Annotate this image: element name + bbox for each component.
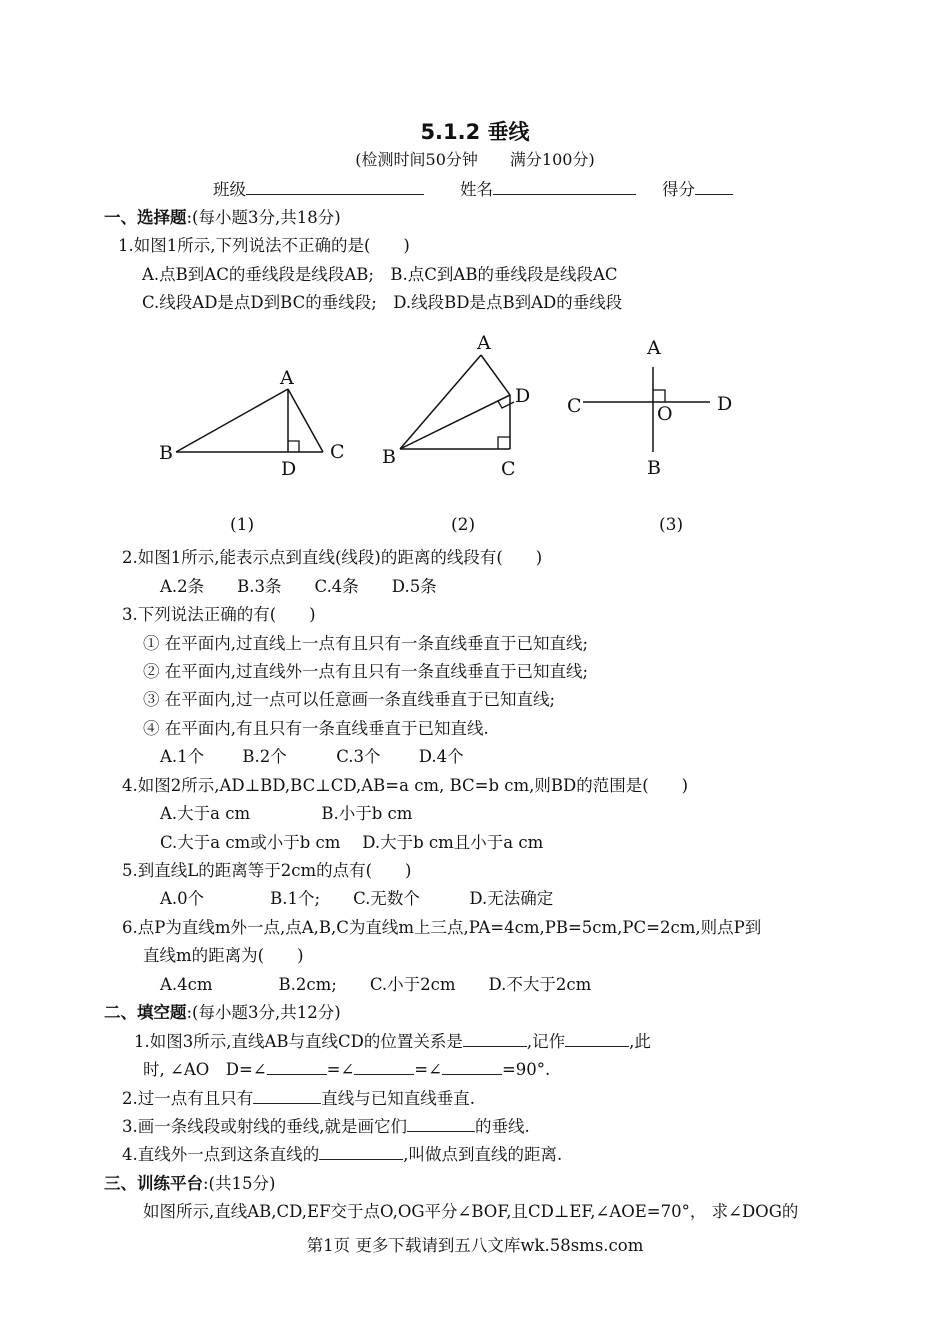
fig2-label-d: D xyxy=(515,385,531,407)
score-label: 得分 xyxy=(662,180,695,199)
q2-options: A.2条 B.3条 C.4条 D.5条 xyxy=(160,577,437,596)
section1-header xyxy=(104,204,341,228)
q3-options: A.1个 B.2个 C.3个 D.4个 xyxy=(160,747,464,766)
section2-header xyxy=(104,999,341,1023)
class-field xyxy=(213,176,424,200)
section3-problem: 如图所示,直线AB,CD,EF交于点O,OG平分∠BOF,且CD⊥EF,∠AOE=70°， 求∠DOG的 xyxy=(143,1202,799,1221)
fig2-label-c: C xyxy=(501,458,516,480)
figure-1 xyxy=(159,367,345,535)
f3-blank[interactable] xyxy=(407,1117,475,1132)
section1-note: :(每小题3分,共18分) xyxy=(186,208,341,227)
score-blank[interactable] xyxy=(695,180,733,195)
f1-text-f: =∠ xyxy=(414,1060,442,1079)
fig3-caption: (3) xyxy=(659,515,684,535)
f3-line xyxy=(122,1113,530,1137)
f4-line xyxy=(122,1141,562,1165)
q3-statement-2: ② 在平面内,过直线外一点有且只有一条直线垂直于已知直线; xyxy=(143,662,589,681)
name-label: 姓名 xyxy=(460,180,493,199)
section3-heading: 三、训练平台 xyxy=(104,1174,203,1193)
f1-text-e: =∠ xyxy=(326,1060,355,1079)
f1-blank-angle1[interactable] xyxy=(267,1060,327,1075)
q1-options-ab: A.点B到AC的垂线段是线段AB; B.点C到AB的垂线段是线段AC xyxy=(142,265,618,284)
f2-text-b: 直线与已知直线垂直. xyxy=(321,1089,475,1108)
fig3-label-o: O xyxy=(657,403,673,425)
q6-options: A.4cm B.2cm; C.小于2cm D.不大于2cm xyxy=(160,975,592,994)
page-footer: 第1页 更多下载请到五八文库wk.58sms.com xyxy=(306,1236,644,1255)
figure-3 xyxy=(567,337,732,535)
section2-heading: 二、填空题 xyxy=(104,1003,187,1022)
f2-line xyxy=(122,1085,475,1109)
q3-statement-1: ① 在平面内,过直线上一点有且只有一条直线垂直于已知直线; xyxy=(143,634,589,653)
f1-text-d: 时, ∠AO D=∠ xyxy=(143,1060,267,1079)
q2-stem: 2.如图1所示,能表示点到直线(线段)的距离的线段有( ) xyxy=(122,548,543,567)
section3-note: :(共15分) xyxy=(203,1174,276,1193)
figures-panel xyxy=(140,325,780,540)
f4-text-a: 4.直线外一点到这条直线的 xyxy=(122,1145,320,1164)
f1-blank-angle3[interactable] xyxy=(442,1060,502,1075)
class-label: 班级 xyxy=(213,180,246,199)
figure-2 xyxy=(382,332,530,535)
fig1-label-d: D xyxy=(281,458,297,480)
fig1-label-b: B xyxy=(159,442,173,464)
name-field xyxy=(460,176,636,200)
f1-text-b: ,记作 xyxy=(526,1032,566,1051)
q1-stem: 1.如图1所示,下列说法不正确的是( ) xyxy=(118,236,410,255)
q3-statement-4: ④ 在平面内,有且只有一条直线垂直于已知直线. xyxy=(143,719,489,738)
f1-blank-angle2[interactable] xyxy=(354,1060,414,1075)
f1-blank-relation[interactable] xyxy=(463,1032,527,1047)
class-blank[interactable] xyxy=(246,180,424,195)
q4-options-cd: C.大于a cm或小于b cm D.大于b cm且小于a cm xyxy=(160,833,544,852)
f1-blank-notation[interactable] xyxy=(565,1032,629,1047)
fig3-label-c: C xyxy=(567,395,582,417)
f2-blank[interactable] xyxy=(253,1089,321,1104)
fig1-label-c: C xyxy=(330,441,345,463)
score-field xyxy=(662,176,733,200)
q5-stem: 5.到直线L的距离等于2cm的点有( ) xyxy=(122,861,412,880)
f4-blank[interactable] xyxy=(319,1145,403,1160)
q5-options: A.0个 B.1个; C.无数个 D.无法确定 xyxy=(160,889,554,908)
f1-line2 xyxy=(143,1056,550,1080)
section2-note: :(每小题3分,共12分) xyxy=(186,1003,341,1022)
fig1-caption: (1) xyxy=(230,515,255,535)
section3-header xyxy=(104,1170,275,1194)
f2-text-a: 2.过一点有且只有 xyxy=(122,1089,254,1108)
fig3-label-b: B xyxy=(647,457,661,479)
f1-line1 xyxy=(134,1028,651,1052)
q3-statement-3: ③ 在平面内,过一点可以任意画一条直线垂直于已知直线; xyxy=(143,690,556,709)
f3-text-b: 的垂线. xyxy=(475,1117,530,1136)
f4-text-b: ,叫做点到直线的距离. xyxy=(403,1145,563,1164)
page-subtitle: (检测时间50分钟 满分100分) xyxy=(355,150,595,169)
f1-text-c: ,此 xyxy=(629,1032,651,1051)
name-blank[interactable] xyxy=(493,180,636,195)
fig3-label-d: D xyxy=(717,393,733,415)
f1-text-a: 1.如图3所示,直线AB与直线CD的位置关系是 xyxy=(134,1032,463,1051)
page-title: 5.1.2 垂线 xyxy=(420,120,530,144)
fig1-label-a: A xyxy=(280,367,294,389)
fig2-label-a: A xyxy=(477,332,491,354)
q6-stem-cont: 直线m的距离为( ) xyxy=(143,946,304,965)
fig3-label-a: A xyxy=(647,337,661,359)
fig2-caption: (2) xyxy=(451,515,476,535)
q4-stem: 4.如图2所示,AD⊥BD,BC⊥CD,AB=a cm, BC=b cm,则BD的范围是( ) xyxy=(122,776,689,795)
q3-stem: 3.下列说法正确的有( ) xyxy=(122,605,316,624)
f3-text-a: 3.画一条线段或射线的垂线,就是画它们 xyxy=(122,1117,407,1136)
section1-heading: 一、选择题 xyxy=(104,208,187,227)
q4-options-ab: A.大于a cm B.小于b cm xyxy=(160,804,413,823)
q6-stem: 6.点P为直线m外一点,点A,B,C为直线m上三点,PA=4cm,PB=5cm,PC=2cm,则点P到 xyxy=(122,918,762,937)
f1-text-g: =90°. xyxy=(501,1060,551,1079)
q1-options-cd: C.线段AD是点D到BC的垂线段; D.线段BD是点B到AD的垂线段 xyxy=(142,293,623,312)
fig2-label-b: B xyxy=(382,446,396,468)
